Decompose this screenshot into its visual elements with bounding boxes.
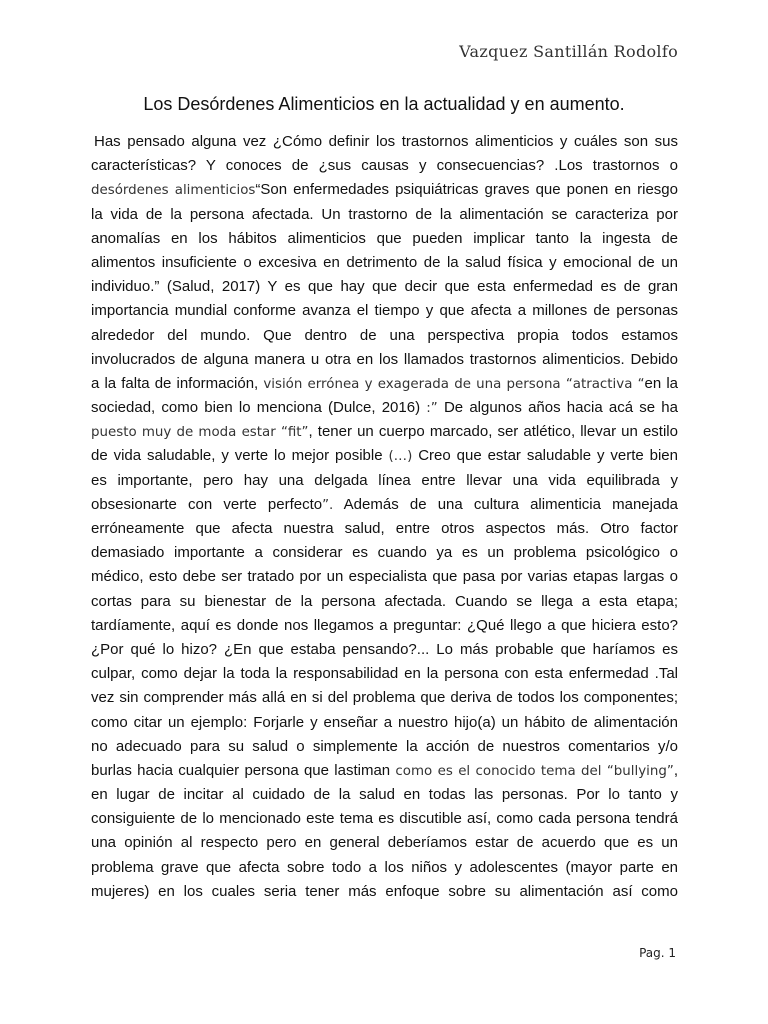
- body-line: [91, 614, 678, 638]
- text-fragment: De algunos años hacia acá se ha: [437, 399, 678, 417]
- text-fragment: individuo.” (Salud, 2017) Y es que hay que decir que esta enfermedad es de gran: [91, 278, 678, 296]
- text-fragment: burlas hacia cualquier persona que lastiman: [91, 761, 396, 779]
- text-fragment: características? Y conoces de ¿sus causas y consecuencias? .Los trastornos o: [91, 157, 678, 175]
- text-fragment: demasiado importante a considerar es cuando ya es un problema psicológico o: [91, 544, 678, 562]
- text-fragment: Además de una cultura alimenticia manejada: [333, 495, 678, 513]
- text-fragment: a la falta de información,: [91, 374, 264, 392]
- quoted-fragment: :”: [426, 401, 438, 417]
- body-line: [91, 372, 678, 396]
- body-line: [91, 662, 678, 686]
- text-fragment: alimentos insuficiente o excesiva en detrimento de la salud física y emocional de un: [91, 253, 678, 271]
- body-line: [91, 203, 678, 227]
- text-fragment: importancia mundial conforme avanza el tiempo y que afecta a millones de personas: [91, 302, 678, 320]
- body-line: [91, 130, 678, 154]
- text-fragment: en lugar de incitar al cuidado de la salud en todas las personas. Por lo tanto y: [91, 786, 678, 804]
- text-fragment: una opinión al respecto pero en general deberíamos estar de acuerdo que es un: [91, 834, 678, 852]
- body-paragraph: [91, 130, 678, 904]
- text-fragment: en la: [644, 374, 678, 392]
- text-fragment: problema grave que afecta sobre todo a los niños y adolescentes (mayor parte en: [91, 858, 678, 876]
- body-line: [91, 565, 678, 589]
- text-fragment: alrededor del mundo. Que dentro de una perspectiva propia todos estamos: [91, 326, 678, 344]
- quoted-fragment: desórdenes alimenticios: [91, 183, 256, 199]
- body-line: [91, 348, 678, 372]
- body-line: [91, 880, 678, 904]
- body-line: [91, 735, 678, 759]
- body-line: [91, 517, 678, 541]
- body-line: [91, 686, 678, 710]
- author-name: Vazquez Santillán Rodolfo: [459, 42, 678, 61]
- body-line: [91, 420, 678, 444]
- text-fragment: consiguiente de lo mencionado este tema es discutible así, como cada persona tendrá: [91, 810, 678, 828]
- body-line: [91, 275, 678, 299]
- body-line: [91, 299, 678, 323]
- text-fragment: Has pensado alguna vez ¿Cómo definir los trastornos alimenticios y cuáles son sus: [94, 133, 678, 150]
- body-line: [91, 783, 678, 807]
- text-fragment: es importante, pero hay una delgada línea entre llevar una vida equilibrada y: [91, 471, 678, 489]
- text-fragment: , tener un cuerpo marcado, ser atlético, llevar un estilo: [308, 423, 678, 441]
- quoted-fragment: puesto muy de moda estar “fit”: [91, 425, 309, 441]
- text-fragment: “Son enfermedades psiquiátricas graves que ponen en riesgo: [255, 181, 678, 199]
- text-fragment: culpar, como dejar la toda la responsabilidad en la persona con esta enfermedad .Tal: [91, 665, 678, 683]
- text-fragment: Creo que estar saludable y verte bien: [412, 447, 678, 465]
- document-title: Los Desórdenes Alimenticios en la actualidad y en aumento.: [143, 94, 625, 114]
- body-line: [91, 638, 678, 662]
- text-fragment: ¿Por qué lo hizo? ¿En que estaba pensando?... Lo más probable que haríamos es: [91, 640, 678, 658]
- body-line: [91, 759, 678, 783]
- body-line: [91, 807, 678, 831]
- page-number: Pag. 1: [639, 946, 676, 960]
- text-fragment: la vida de la persona afectada. Un trastorno de la alimentación se caracteriza por: [91, 205, 678, 223]
- body-line: [91, 178, 678, 202]
- body-line: [91, 324, 678, 348]
- text-fragment: como citar un ejemplo: Forjarle y enseñar a nuestro hijo(a) un hábito de alimentación: [91, 713, 678, 731]
- body-line: [91, 493, 678, 517]
- body-line: [91, 154, 678, 178]
- text-fragment: anomalías en los hábitos alimenticios que pueden implicar tanto la ingesta de: [91, 229, 678, 247]
- body-line: [91, 541, 678, 565]
- text-fragment: médico, esto debe ser tratado por un especialista que pasa por varias etapas largas o: [91, 568, 678, 586]
- text-fragment: erróneamente que afecta nuestra salud, entre otros aspectos más. Otro factor: [91, 520, 678, 537]
- text-fragment: mujeres) en los cuales seria tener más enfoque sobre su alimentación así como: [91, 882, 678, 900]
- quoted-fragment: como es el conocido tema del “bullying”: [395, 763, 674, 779]
- body-line: [91, 711, 678, 735]
- text-fragment: obsesionarte con verte perfecto: [91, 495, 323, 513]
- body-line: [91, 831, 678, 855]
- body-line: [91, 251, 678, 275]
- body-line: [91, 227, 678, 251]
- quoted-fragment: visión errónea y exagerada de una persona “atractiva “: [263, 376, 645, 392]
- text-fragment: involucrados de alguna manera u otra en los llamados trastornos alimenticios. Debido: [91, 350, 678, 368]
- body-line: [91, 590, 678, 614]
- body-line: [91, 444, 678, 468]
- text-fragment: no adecuado para su salud o simplemente la acción de nuestros comentarios y/o: [91, 737, 678, 755]
- text-fragment: sociedad, como bien lo menciona (Dulce, 2016): [91, 399, 427, 417]
- body-line: [91, 469, 678, 493]
- text-fragment: tardíamente, aquí es donde nos llegamos a preguntar: ¿Qué llego a que hiciera esto?: [91, 616, 678, 634]
- text-fragment: ,: [673, 761, 678, 779]
- text-fragment: cortas para su bienestar de la persona afectada. Cuando se llega a esta etapa;: [91, 592, 678, 610]
- quoted-fragment: (…): [388, 449, 413, 465]
- quoted-fragment: ”.: [322, 497, 334, 513]
- body-line: [91, 856, 678, 880]
- text-fragment: vez sin comprender más allá en si del problema que deriva de todos los componentes;: [91, 689, 678, 707]
- text-fragment: de vida saludable, y verte lo mejor posible: [91, 447, 389, 465]
- body-line: [91, 396, 678, 420]
